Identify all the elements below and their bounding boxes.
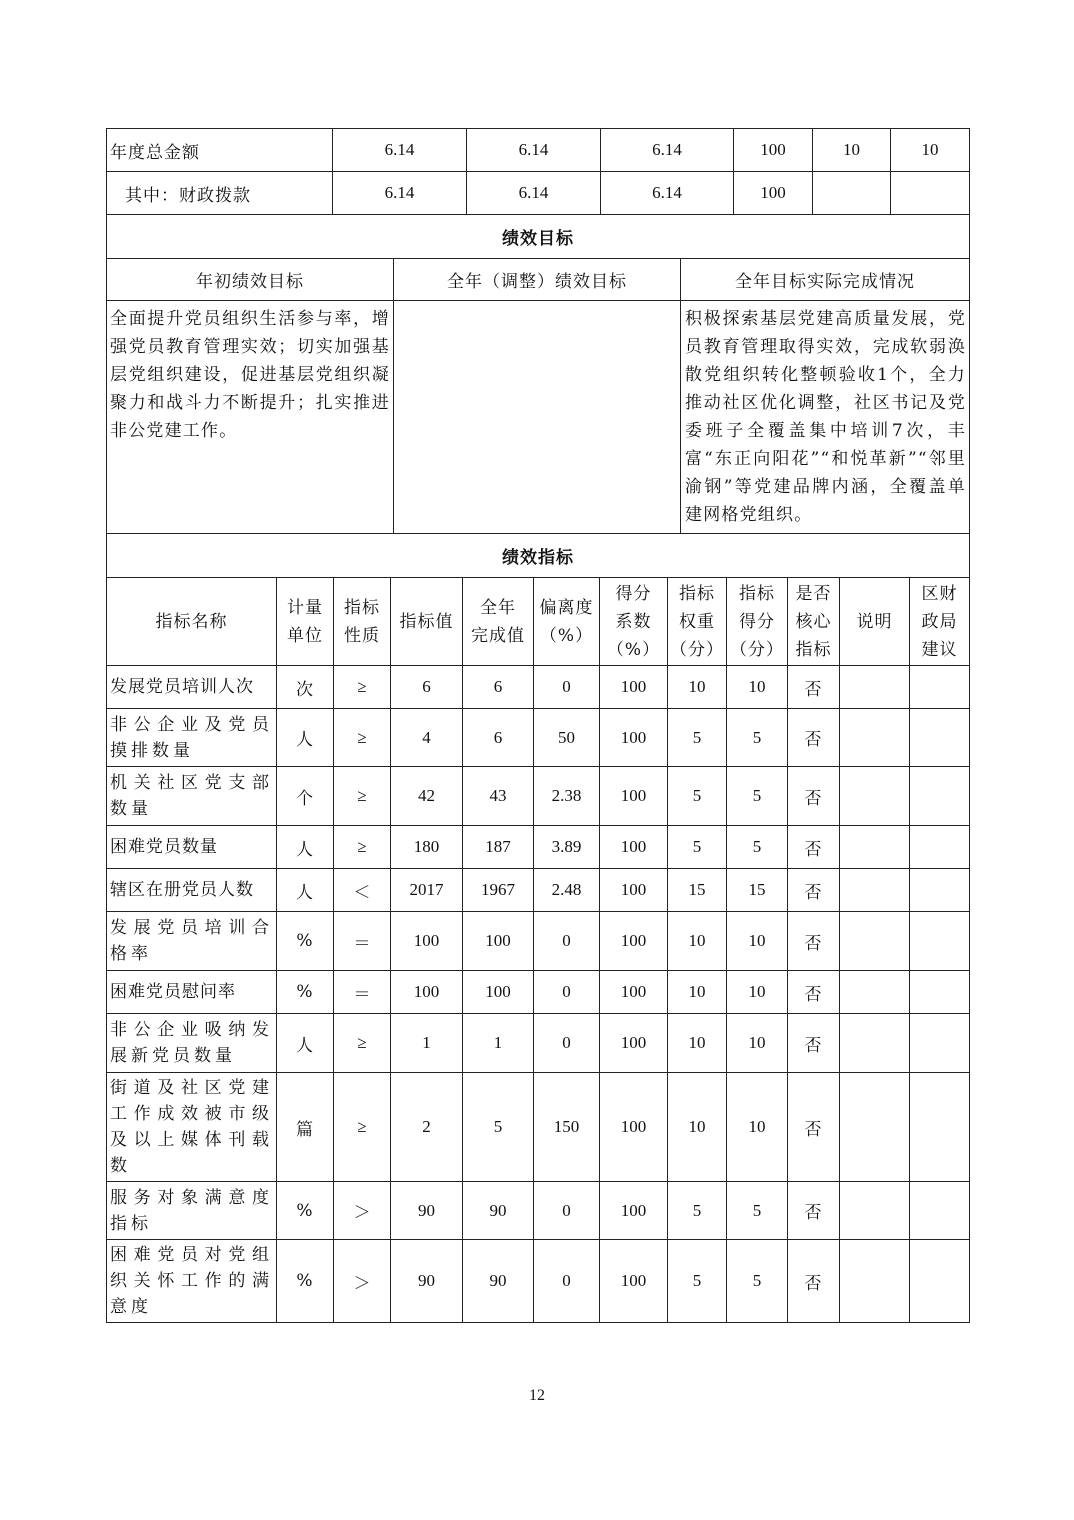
indicator-name: 街道及社区党建工作成效被市级及以上媒体刊载数 [107,1073,277,1182]
budget-score [891,172,970,215]
row-score: 5 [727,1182,788,1240]
indicator-name: 辖区在册党员人数 [107,869,277,912]
indicator-row [107,767,970,826]
row-actual: 187 [463,826,534,869]
row-deviation: 50 [534,709,600,767]
indicator-name: 非公企业吸纳发展新党员数量 [107,1014,277,1073]
budget-value: 6.14 [333,172,467,215]
row-nature: ≥ [334,767,391,826]
row-target: 90 [391,1182,463,1240]
row-nature: ≥ [334,666,391,709]
row-deviation: 150 [534,1073,600,1182]
row-weight: 5 [668,1182,727,1240]
row-deviation: 0 [534,1240,600,1323]
row-deviation: 2.48 [534,869,600,912]
row-note [840,971,910,1014]
row-target: 180 [391,826,463,869]
row-nature: ≥ [334,709,391,767]
row-core: 否 [788,709,840,767]
row-deviation: 0 [534,971,600,1014]
row-nature: ＝ [334,912,391,971]
row-nature: ≥ [334,1014,391,1073]
row-actual: 1 [463,1014,534,1073]
row-coef: 100 [600,767,668,826]
indicator-name: 机关社区党支部数量 [107,767,277,826]
hdr-unit: 计量 单位 [277,578,334,666]
row-coef: 100 [600,666,668,709]
indicator-name: 困难党员慰问率 [107,971,277,1014]
row-coef: 100 [600,826,668,869]
indicator-row [107,971,970,1014]
hdr-actual: 全年 完成值 [463,578,534,666]
row-actual: 6 [463,666,534,709]
row-nature: ＞ [334,1240,391,1323]
row-actual: 100 [463,912,534,971]
row-coef: 100 [600,971,668,1014]
indicator-name: 困难党员数量 [107,826,277,869]
row-coef: 100 [600,869,668,912]
row-core: 否 [788,869,840,912]
budget-value: 6.14 [333,129,467,172]
row-note [840,1073,910,1182]
row-unit: 人 [277,826,334,869]
row-deviation: 3.89 [534,826,600,869]
row-deviation: 0 [534,1014,600,1073]
row-deviation: 2.38 [534,767,600,826]
budget-row-fiscal [107,172,970,215]
row-weight: 10 [668,912,727,971]
row-coef: 100 [600,1014,668,1073]
budget-weight: 10 [813,129,891,172]
row-score: 10 [727,1073,788,1182]
row-note [840,666,910,709]
budget-row-total [107,129,970,172]
row-actual: 100 [463,971,534,1014]
row-unit: % [277,971,334,1014]
indicator-name: 困难党员对党组织关怀工作的满意度 [107,1240,277,1323]
indicator-row [107,1073,970,1182]
row-weight: 5 [668,709,727,767]
row-deviation: 0 [534,912,600,971]
row-unit: 个 [277,767,334,826]
hdr-weight: 指标 权重 （分） [668,578,727,666]
row-score: 15 [727,869,788,912]
row-coef: 100 [600,912,668,971]
row-deviation: 0 [534,1182,600,1240]
performance-sheet [106,128,969,1323]
row-coef: 100 [600,1182,668,1240]
row-advice [910,767,970,826]
budget-label: 年度总金额 [107,129,333,172]
budget-table [106,128,970,215]
row-core: 否 [788,1240,840,1323]
row-nature: ＝ [334,971,391,1014]
row-advice [910,869,970,912]
goals-col-actual: 全年目标实际完成情况 [681,259,970,301]
budget-score: 10 [891,129,970,172]
indicators-body [107,666,970,1323]
hdr-advice: 区财 政局 建议 [910,578,970,666]
row-actual: 90 [463,1182,534,1240]
hdr-score: 指标 得分 （分） [727,578,788,666]
row-core: 否 [788,971,840,1014]
row-unit: 人 [277,709,334,767]
row-target: 42 [391,767,463,826]
row-unit: % [277,1182,334,1240]
indicator-name: 非公企业及党员摸排数量 [107,709,277,767]
row-note [840,1240,910,1323]
row-coef: 100 [600,1240,668,1323]
row-weight: 10 [668,666,727,709]
row-score: 5 [727,826,788,869]
row-note [840,767,910,826]
goals-col-initial: 年初绩效目标 [107,259,394,301]
row-weight: 10 [668,1014,727,1073]
row-advice [910,1240,970,1323]
budget-value: 6.14 [601,172,734,215]
row-note [840,709,910,767]
row-actual: 90 [463,1240,534,1323]
row-core: 否 [788,767,840,826]
row-unit: 人 [277,1014,334,1073]
row-score: 10 [727,912,788,971]
budget-weight [813,172,891,215]
goals-section-title: 绩效目标 [107,215,970,259]
row-score: 5 [727,767,788,826]
indicator-name: 服务对象满意度指标 [107,1182,277,1240]
row-weight: 5 [668,826,727,869]
row-unit: % [277,1240,334,1323]
indicator-row [107,1240,970,1323]
hdr-nature: 指标 性质 [334,578,391,666]
row-note [840,1014,910,1073]
row-advice [910,709,970,767]
row-advice [910,971,970,1014]
row-nature: ≥ [334,1073,391,1182]
indicators-section-title: 绩效指标 [107,534,970,578]
row-target: 1 [391,1014,463,1073]
row-coef: 100 [600,709,668,767]
goals-col-adjusted: 全年（调整）绩效目标 [394,259,681,301]
row-target: 90 [391,1240,463,1323]
hdr-coef: 得分 系数 （%） [600,578,668,666]
row-weight: 10 [668,971,727,1014]
row-unit: 次 [277,666,334,709]
hdr-note: 说明 [840,578,910,666]
hdr-deviation: 偏离度 （%） [534,578,600,666]
hdr-target: 指标值 [391,578,463,666]
page-number: 12 [529,1387,545,1404]
indicator-row [107,666,970,709]
row-target: 100 [391,971,463,1014]
row-nature: ＜ [334,869,391,912]
row-note [840,1182,910,1240]
indicator-row [107,1014,970,1073]
budget-value: 6.14 [467,129,601,172]
indicator-name: 发展党员培训合格率 [107,912,277,971]
row-coef: 100 [600,1073,668,1182]
row-unit: 篇 [277,1073,334,1182]
row-advice [910,666,970,709]
row-score: 10 [727,971,788,1014]
row-score: 10 [727,1014,788,1073]
budget-rate: 100 [734,129,813,172]
indicator-row [107,826,970,869]
row-unit: 人 [277,869,334,912]
row-advice [910,912,970,971]
budget-rate: 100 [734,172,813,215]
row-advice [910,1014,970,1073]
budget-label: 其中：财政拨款 [107,172,333,215]
hdr-core: 是否 核心 指标 [788,578,840,666]
row-target: 6 [391,666,463,709]
row-weight: 5 [668,1240,727,1323]
row-advice [910,1182,970,1240]
indicator-row [107,912,970,971]
row-target: 2017 [391,869,463,912]
row-score: 5 [727,709,788,767]
row-note [840,912,910,971]
row-core: 否 [788,1073,840,1182]
hdr-name: 指标名称 [107,578,277,666]
row-target: 2 [391,1073,463,1182]
row-weight: 5 [668,767,727,826]
row-core: 否 [788,1014,840,1073]
row-target: 4 [391,709,463,767]
indicators-table [106,577,970,1323]
row-core: 否 [788,912,840,971]
row-deviation: 0 [534,666,600,709]
row-core: 否 [788,826,840,869]
goal-initial-text: 全面提升党员组织生活参与率，增强党员教育管理实效；切实加强基层党组织建设，促进基层党组织凝聚力和战斗力不断提升；扎实推进非公党建工作。 [107,301,394,534]
indicator-row [107,1182,970,1240]
goal-actual-text: 积极探索基层党建高质量发展，党员教育管理取得实效，完成软弱涣散党组织转化整顿验收1个，全力推动社区优化调整，社区书记及党委班子全覆盖集中培训7次，丰富“东正向阳花”“和悦革新”“邻里渝钢”等党建品牌内涵，全覆盖单建网格党组织。 [681,301,970,534]
row-actual: 43 [463,767,534,826]
row-score: 10 [727,666,788,709]
row-weight: 10 [668,1073,727,1182]
row-core: 否 [788,1182,840,1240]
row-score: 5 [727,1240,788,1323]
budget-value: 6.14 [467,172,601,215]
indicator-row [107,869,970,912]
budget-value: 6.14 [601,129,734,172]
row-nature: ＞ [334,1182,391,1240]
row-unit: % [277,912,334,971]
row-nature: ≥ [334,826,391,869]
goal-adjusted-text [394,301,681,534]
row-advice [910,826,970,869]
row-core: 否 [788,666,840,709]
goals-table [106,214,970,578]
row-actual: 1967 [463,869,534,912]
indicator-row [107,709,970,767]
indicators-header-row [107,578,970,666]
row-actual: 6 [463,709,534,767]
indicator-name: 发展党员培训人次 [107,666,277,709]
row-target: 100 [391,912,463,971]
row-actual: 5 [463,1073,534,1182]
row-advice [910,1073,970,1182]
row-weight: 15 [668,869,727,912]
row-note [840,826,910,869]
row-note [840,869,910,912]
